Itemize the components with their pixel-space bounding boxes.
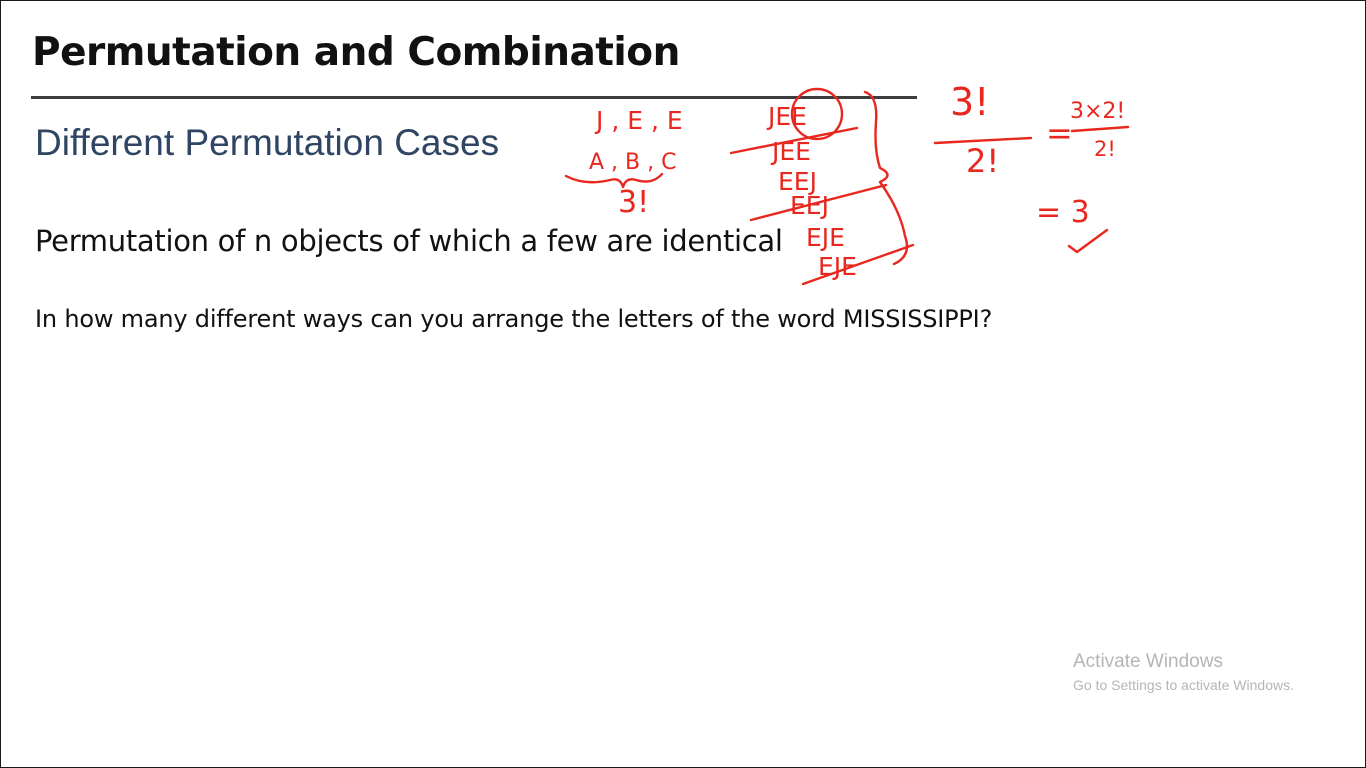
ink-result: = 3: [1036, 195, 1090, 230]
ink-arrangement-1: JEE: [768, 102, 807, 131]
watermark-title: Activate Windows: [1073, 651, 1223, 672]
title-divider: [31, 96, 917, 99]
ink-letters: J , E , E: [596, 106, 683, 135]
ink-arrangement-4: EEJ: [790, 191, 829, 220]
ink-arrangement-2: JEE: [772, 137, 811, 166]
ink-three-factorial: 3!: [618, 185, 650, 220]
watermark-subtitle: Go to Settings to activate Windows.: [1073, 677, 1294, 693]
ink-fraction-denominator: 2!: [966, 142, 1000, 180]
ink-arrangement-5: EJE: [806, 223, 845, 252]
slide-subtitle: Different Permutation Cases: [35, 122, 500, 163]
ink-arrangement-6: EJE: [818, 252, 857, 281]
question-text: In how many different ways can you arrange the letters of the word MISSISSIPPI?: [35, 305, 993, 333]
ink-expanded-denominator: 2!: [1094, 137, 1116, 161]
ink-arrangement-3: EEJ: [778, 167, 817, 196]
lead-statement: Permutation of n objects of which a few are identical: [35, 224, 783, 258]
ink-expanded-numerator: 3×2!: [1070, 99, 1126, 124]
activate-windows-watermark: [1073, 651, 1294, 693]
ink-abc: A , B , C: [589, 150, 677, 175]
ink-fraction-numerator: 3!: [950, 80, 990, 124]
slide-title: Permutation and Combination: [32, 30, 680, 75]
ink-equals: =: [1046, 114, 1073, 152]
